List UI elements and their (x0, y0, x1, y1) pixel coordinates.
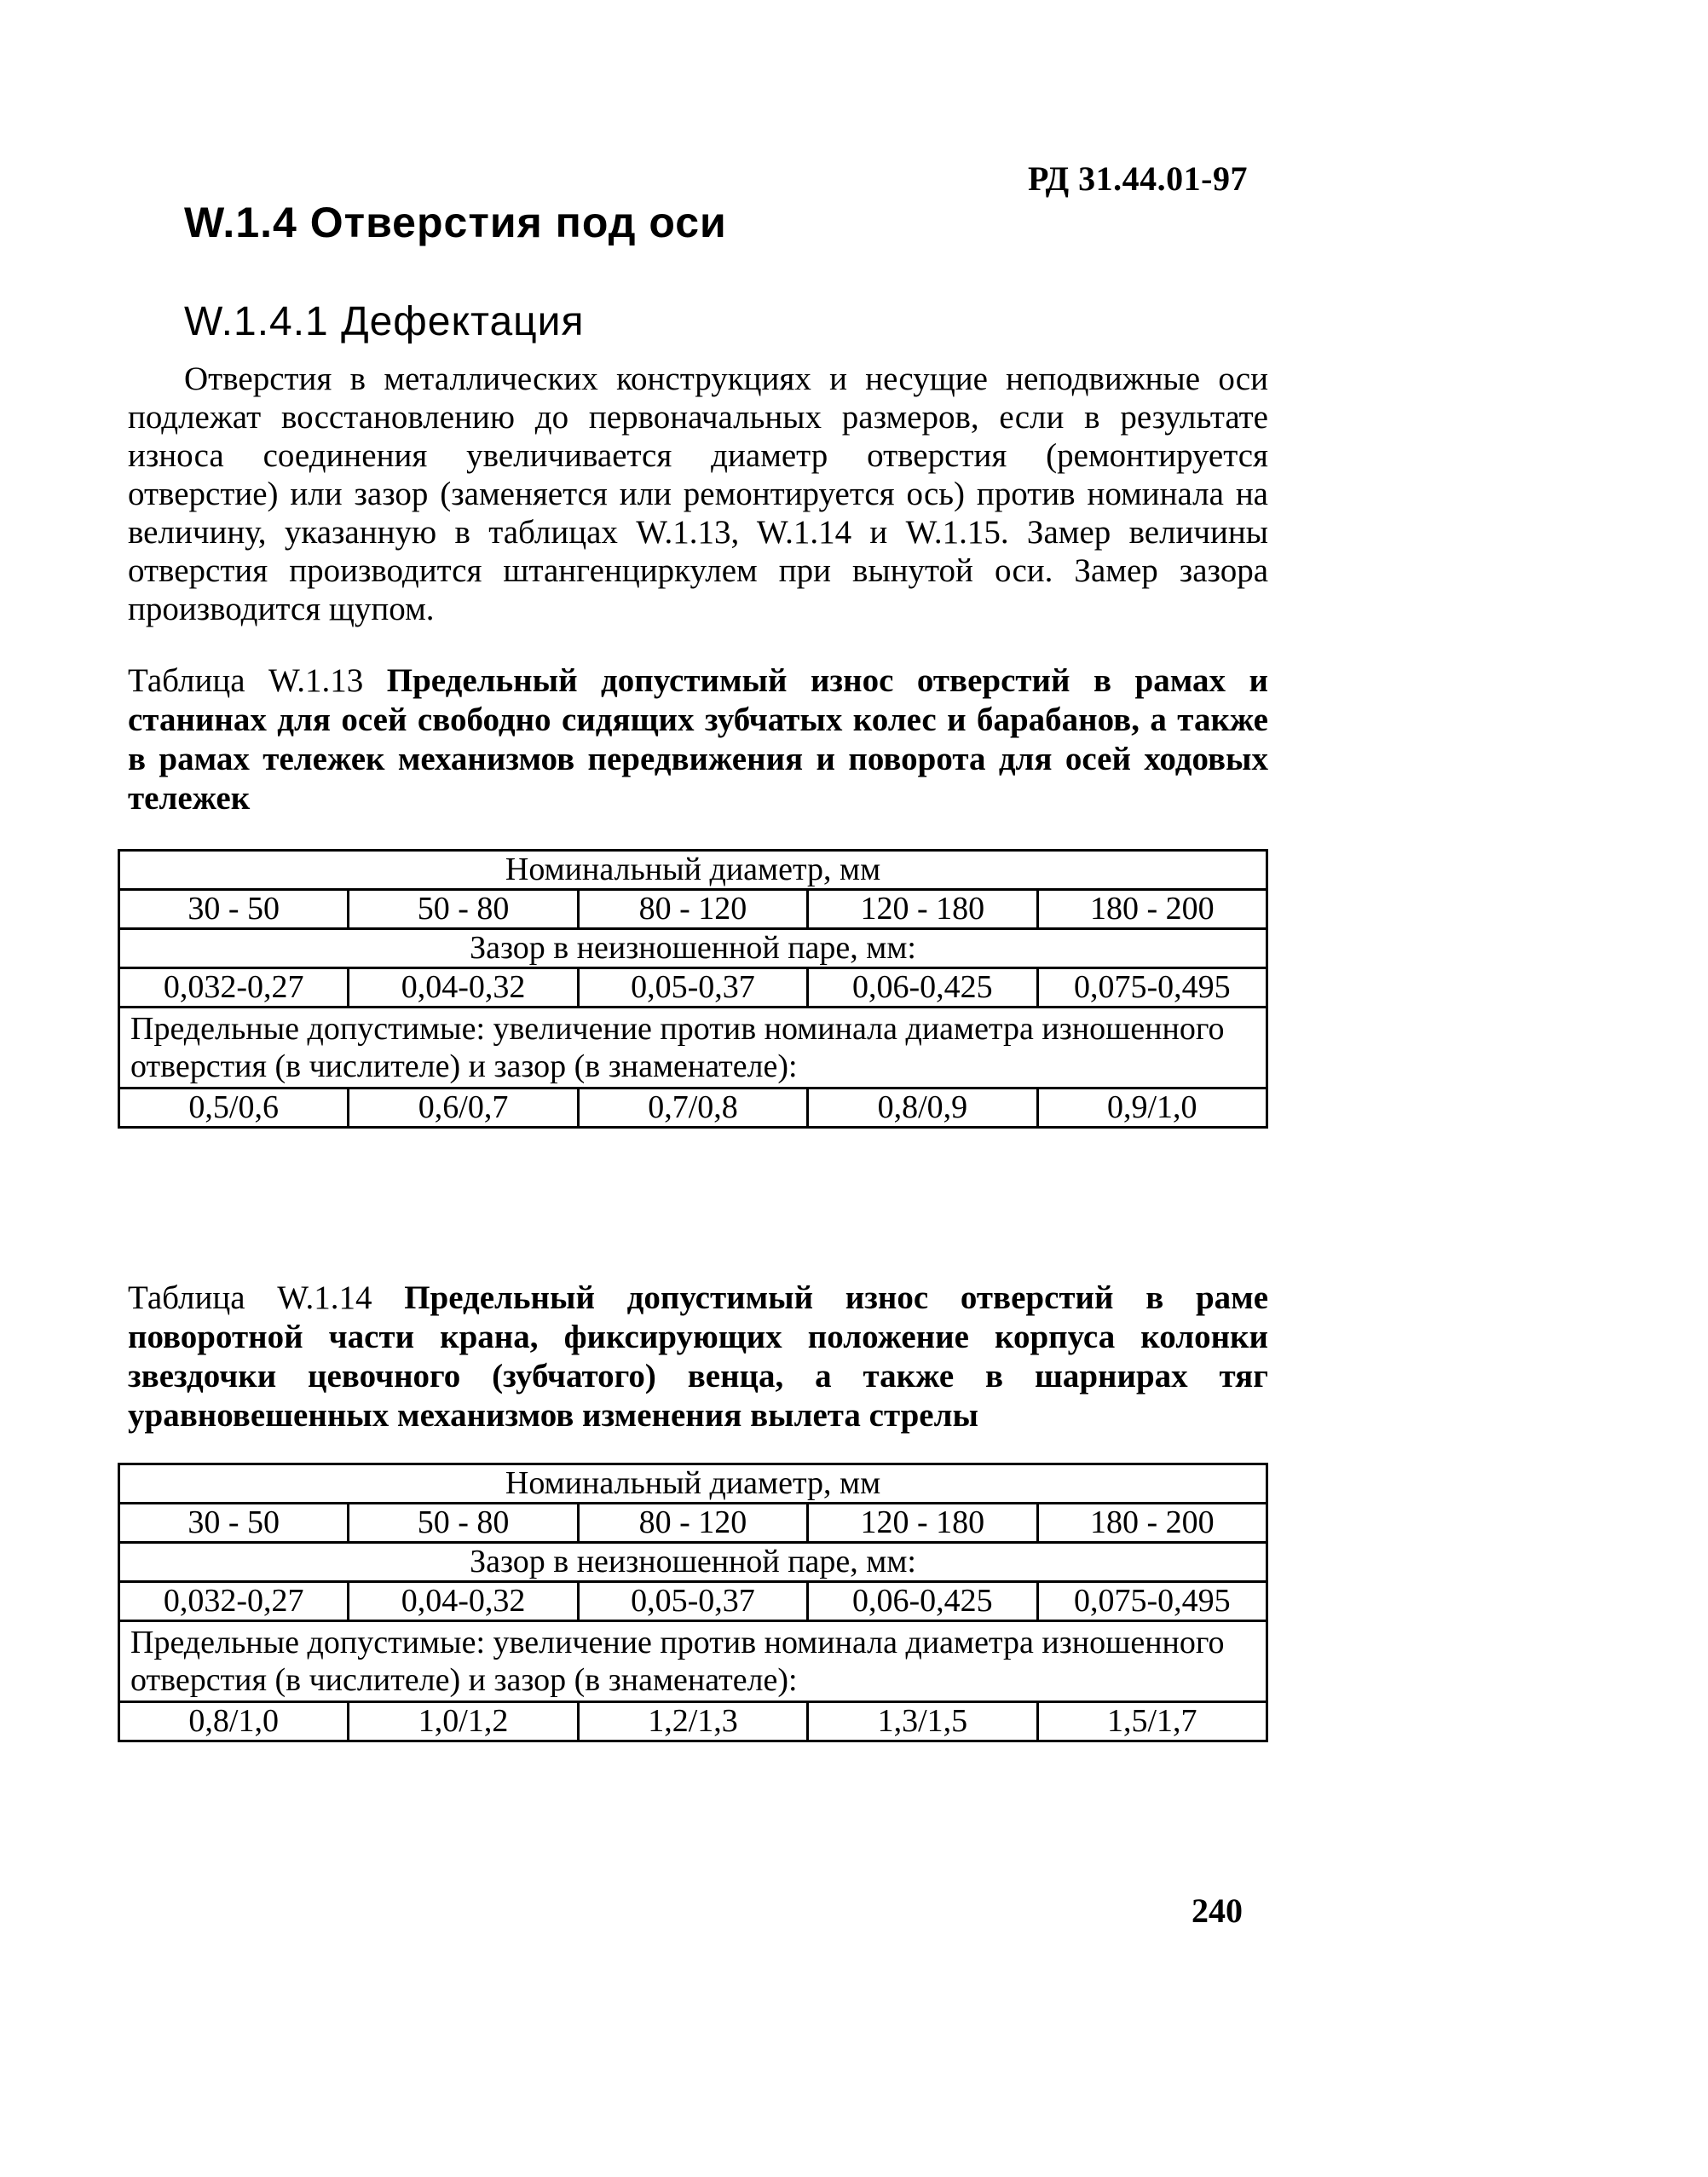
limit-cell: 0,8/1,0 (119, 1702, 349, 1741)
clearance-cell: 0,06-0,425 (808, 1582, 1037, 1621)
diameter-cell: 30 - 50 (119, 1504, 349, 1543)
page-number: 240 (1192, 1891, 1243, 1930)
clearance-cell: 0,04-0,32 (349, 968, 578, 1008)
clearance-cell: 0,032-0,27 (119, 1582, 349, 1621)
limits-header: Предельные допустимые: увеличение против номинала диаметра изношенного отверстия (в числителе) и зазор (в знаменателе): (119, 1008, 1267, 1088)
table-row (119, 1621, 1267, 1702)
nominal-diameter-header: Номинальный диаметр, мм (119, 1464, 1267, 1504)
diameter-cell: 50 - 80 (349, 890, 578, 929)
clearance-header: Зазор в неизношенной паре, мм: (119, 1543, 1267, 1582)
table-caption-w1-13 (128, 661, 1268, 818)
limits-header: Предельные допустимые: увеличение против номинала диаметра изношенного отверстия (в числителе) и зазор (в знаменателе): (119, 1621, 1267, 1702)
diameter-cell: 50 - 80 (349, 1504, 578, 1543)
diameter-cell: 80 - 120 (578, 890, 807, 929)
diameter-cell: 120 - 180 (808, 1504, 1037, 1543)
table-row (119, 1464, 1267, 1504)
limit-cell: 0,7/0,8 (578, 1088, 807, 1128)
table-row (119, 1504, 1267, 1543)
section-title: W.1.4 Отверстия под оси (184, 199, 727, 246)
clearance-cell: 0,05-0,37 (578, 1582, 807, 1621)
clearance-cell: 0,06-0,425 (808, 968, 1037, 1008)
table-row (119, 1543, 1267, 1582)
clearance-cell: 0,032-0,27 (119, 968, 349, 1008)
nominal-diameter-header: Номинальный диаметр, мм (119, 851, 1267, 890)
limit-cell: 1,0/1,2 (349, 1702, 578, 1741)
table-caption-text: Предельный допустимый износ отверстий в раме поворотной части крана, фиксирующих положение корпуса колонки звездочки цевочного (зубчатого) венца, а также в шарнирах тяг уравновешенных механизмов изменения вылета стрелы (128, 1279, 1269, 1434)
table-row (119, 929, 1267, 968)
body-paragraph: Отверстия в металлических конструкциях и несущие неподвижные оси подлежат восстановлению до первоначальных размеров, если в результате износа соединения увеличивается диаметр отверстия (ремонтируется отверстие) или зазор (заменяется или ремонтируется ось) против номинала на величину, указанную в таблицах W.1.13, W.1.14 и W.1.15. Замер величины отверстия производится штангенциркулем при вынутой оси. Замер зазора производится щупом. (128, 361, 1268, 627)
limit-cell: 0,6/0,7 (349, 1088, 578, 1128)
table-row (119, 1008, 1267, 1088)
limit-cell: 0,5/0,6 (119, 1088, 349, 1128)
clearance-header: Зазор в неизношенной паре, мм: (119, 929, 1267, 968)
clearance-cell: 0,04-0,32 (349, 1582, 578, 1621)
table-row (119, 1088, 1267, 1128)
table-caption-text: Предельный допустимый износ отверстий в рамах и станинах для осей свободно сидящих зубчатых колес и барабанов, а также в рамах тележек механизмов передвижения и поворота для осей ходовых тележек (128, 662, 1268, 817)
diameter-cell: 180 - 200 (1037, 890, 1267, 929)
limit-cell: 1,2/1,3 (578, 1702, 807, 1741)
table-row (119, 1702, 1267, 1741)
table-row (119, 968, 1267, 1008)
table-caption-number: Таблица W.1.14 (128, 1279, 372, 1316)
clearance-cell: 0,05-0,37 (578, 968, 807, 1008)
table-row (119, 851, 1267, 890)
clearance-cell: 0,075-0,495 (1037, 1582, 1267, 1621)
subsection-title: W.1.4.1 Дефектация (184, 299, 585, 344)
table-caption-number: Таблица W.1.13 (128, 662, 364, 699)
table-row (119, 890, 1267, 929)
limit-cell: 0,9/1,0 (1037, 1088, 1267, 1128)
document-code: РД 31.44.01-97 (1028, 159, 1248, 198)
table-caption-w1-14 (128, 1279, 1268, 1435)
clearance-cell: 0,075-0,495 (1037, 968, 1267, 1008)
table-w1-13 (118, 849, 1268, 1129)
diameter-cell: 80 - 120 (578, 1504, 807, 1543)
diameter-cell: 180 - 200 (1037, 1504, 1267, 1543)
limit-cell: 1,3/1,5 (808, 1702, 1037, 1741)
limit-cell: 1,5/1,7 (1037, 1702, 1267, 1741)
table-row (119, 1582, 1267, 1621)
diameter-cell: 30 - 50 (119, 890, 349, 929)
diameter-cell: 120 - 180 (808, 890, 1037, 929)
table-w1-14 (118, 1463, 1268, 1742)
limit-cell: 0,8/0,9 (808, 1088, 1037, 1128)
